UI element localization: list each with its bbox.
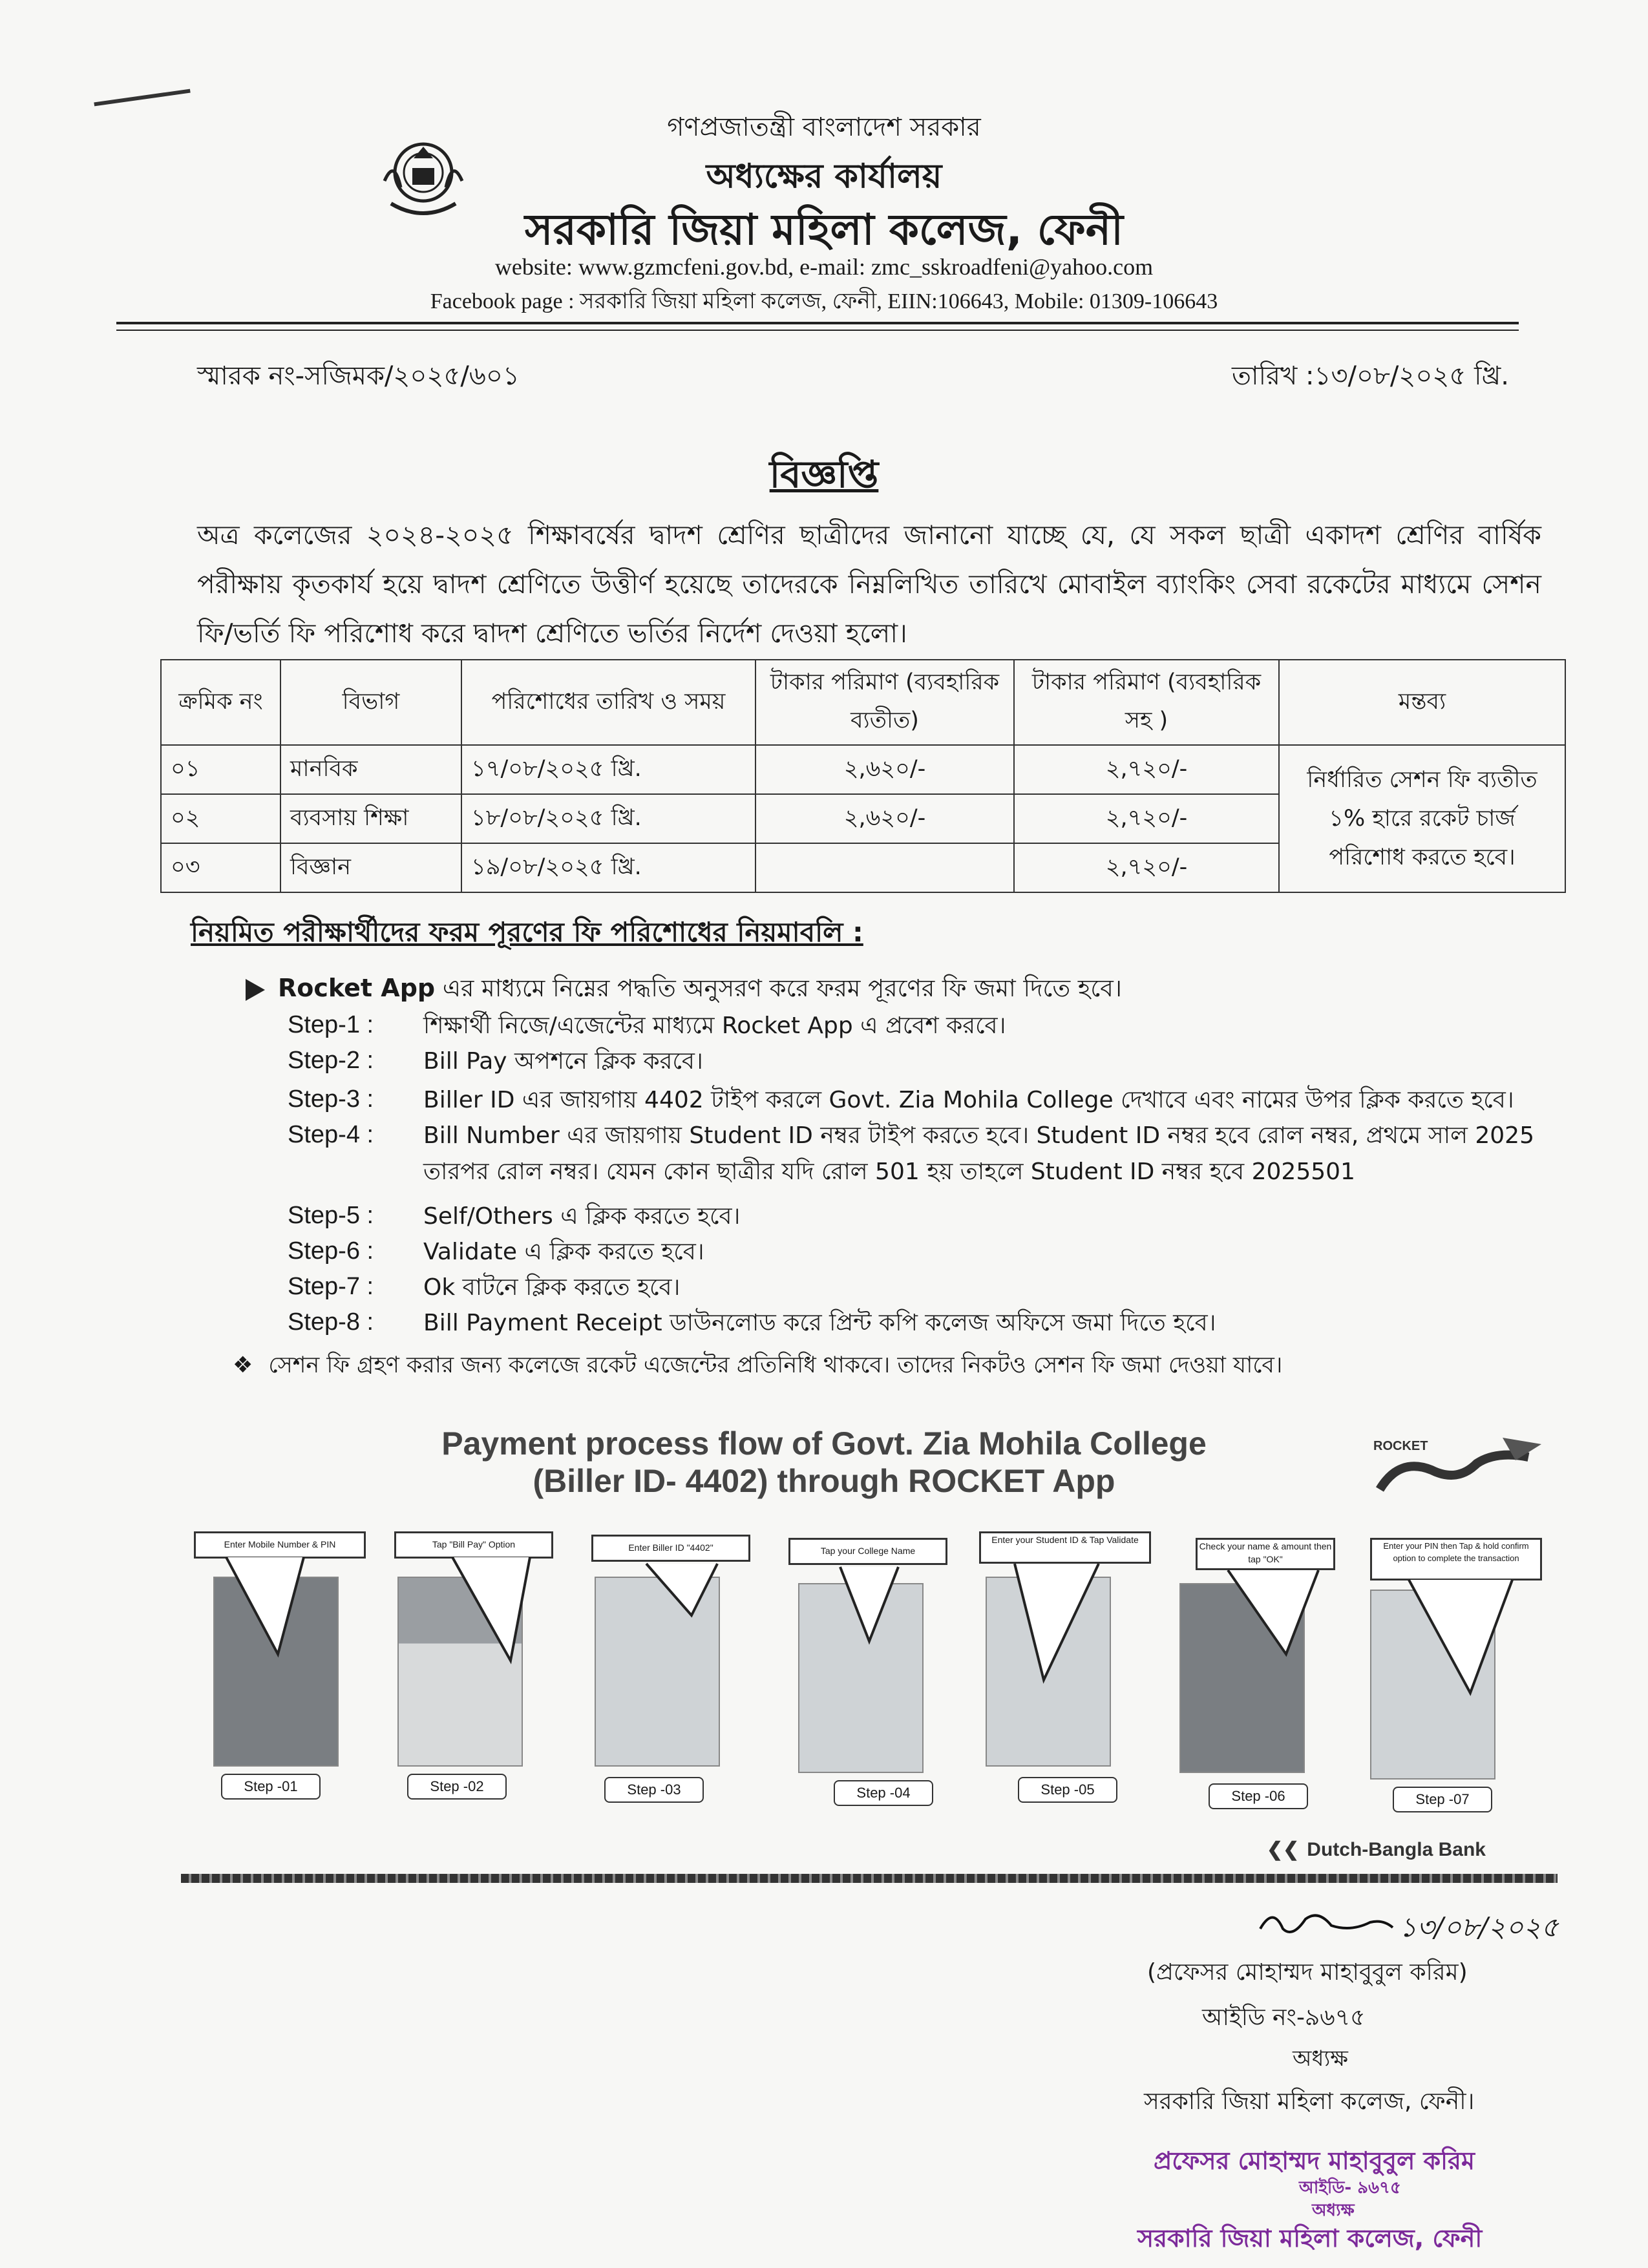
flow-title-line2: (Biller ID- 4402) through ROCKET App [533,1463,1115,1499]
signatory-college: সরকারি জিয়া মহিলা কলেজ, ফেনী। [1144,2088,1475,2115]
bank-name [1267,1838,1486,1861]
memo-number: স্মারক নং-সজিমক/২০২৫/৬০১ [197,361,520,391]
step-text: Bill Number এর জায়গায় Student ID নম্বর টাইপ করতে হবে। Student ID নম্বর হবে রোল নম্বর, প্রথমে সাল 2025 তারপর রোল নম্বর। যেমন কোন ছাত্রীর যদি রোল 501 হয় তাহলে Student ID নম্বর হবে 2025501 [423,1122,1534,1185]
website-line: website: www.gzmcfeni.gov.bd, e-mail: zmc_sskroadfeni@yahoo.com [494,254,1154,280]
flow-step-tag: Step -03 [604,1777,704,1803]
bank-divider [181,1874,1558,1883]
cell-serial: ০১ [161,745,280,794]
bank-swoosh-icon: ❮❮ [1267,1839,1300,1860]
cell-remark: নির্ধারিত সেশন ফি ব্যতীত ১% হারে রকেট চার্জ পরিশোধ করতে হবে। [1279,745,1565,892]
pointer-arrow-icon [1015,1564,1099,1680]
cell-amount-without: ২,৬২০/- [755,745,1014,794]
signatory-post: অধ্যক্ষ [1293,2046,1348,2072]
col-date: পরিশোধের তারিখ ও সময় [461,660,755,745]
cell-date: ১৯/০৮/২০২৫ খ্রি. [461,843,755,892]
step-label: Step-6 : [288,1237,374,1265]
seal-college: সরকারি জিয়া মহিলা কলেজ, ফেনী [1137,2224,1483,2252]
flow-caption: Enter Mobile Number & PIN [194,1531,366,1559]
pointer-arrow-icon [226,1557,304,1654]
signatory-id: আইডি নং-৯৬৭৫ [1202,2004,1366,2031]
pointer-arrow-icon [1409,1580,1512,1693]
flow-step-tag: Step -02 [407,1774,507,1800]
government-title: গণপ্রজাতন্ত্রী বাংলাদেশ সরকার [667,112,981,142]
notice-body: অত্র কলেজের ২০২৪-২০২৫ শিক্ষাবর্ষের দ্বাদশ শ্রেণির ছাত্রীদের জানানো যাচ্ছে যে, যে সকল ছাত্রী একাদশ শ্রেণির বার্ষিক পরীক্ষায় কৃতকার্য হয়ে দ্বাদশ শ্রেণিতে উত্তীর্ণ হয়েছে তাদেরকে নিম্নলিখিত তারিখে মোবাইল ব্যাংকিং সেবা রকেটের মাধ্যমে সেশন ফি/ভর্তি ফি পরিশোধ করে দ্বাদশ শ্রেণিতে ভর্তির নির্দেশ দেওয়া হলো। [197,520,1541,649]
notice-title-text: বিজ্ঞপ্তি [769,452,879,496]
cell-amount-without: ২,৬২০/- [755,794,1014,843]
step-text: শিক্ষার্থী নিজে/এজেন্টের মাধ্যমে Rocket App এ প্রবেশ করবে। [423,1013,1006,1039]
step-label: Step-8 : [288,1308,374,1336]
col-amount-with: টাকার পরিমাণ (ব্যবহারিক সহ ) [1014,660,1279,745]
step-text: Validate এ ক্লিক করতে হবে। [423,1239,704,1265]
step-label: Step-7 : [288,1273,374,1300]
step-label: Step-3 : [288,1086,374,1113]
col-serial: ক্রমিক নং [161,660,280,745]
pointer-arrow-icon [840,1567,898,1641]
pointer-arrow-icon [646,1564,717,1615]
cell-amount-with: ২,৭২০/- [1014,794,1279,843]
cell-amount-with: ২,৭২০/- [1014,745,1279,794]
flow-caption: Enter Biller ID "4402" [591,1535,750,1562]
flow-caption: Tap your College Name [788,1538,947,1565]
seal-post: অধ্যক্ষ [1312,2201,1355,2220]
flow-caption: Tap "Bill Pay" Option [394,1531,553,1559]
cell-department: ব্যবসায় শিক্ষা [280,794,461,843]
step-label: Step-2 : [288,1047,374,1074]
flow-caption: Enter your PIN then Tap & hold confirm option to complete the transaction [1370,1538,1542,1580]
flow-caption: Check your name & amount then tap "OK" [1196,1538,1335,1570]
facebook-line: Facebook page : সরকারি জিয়া মহিলা কলেজ, ফেনী, EIIN:106643, Mobile: 01309-106643 [430,289,1218,313]
cell-department: বিজ্ঞান [280,843,461,892]
cell-date: ১৭/০৮/২০২৫ খ্রি. [461,745,755,794]
step-text: Bill Payment Receipt ডাউনলোড করে প্রিন্ট কপি কলেজ অফিসে জমা দিতে হবে। [423,1310,1216,1336]
flow-step-tag: Step -01 [221,1774,321,1800]
rules-title: নিয়মিত পরীক্ষার্থীদের ফরম পূরণের ফি পরিশোধের নিয়মাবলি : [191,916,863,948]
cell-serial: ০৩ [161,843,280,892]
step-text: Ok বাটনে ক্লিক করতে হবে। [423,1274,681,1301]
cell-amount-with: ২,৭২০/- [1014,843,1279,892]
cell-date: ১৮/০৮/২০২৫ খ্রি. [461,794,755,843]
flow-step-tag: Step -04 [834,1780,933,1806]
memo-date: তারিখ :১৩/০৮/২০২৫ খ্রি. [1231,361,1509,391]
flow-title-line1: Payment process flow of Govt. Zia Mohila College [441,1425,1207,1462]
flow-step-tag: Step -06 [1209,1783,1308,1809]
college-title: সরকারি জিয়া মহিলা কলেজ, ফেনী [524,205,1124,255]
flow-caption: Enter your Student ID & Tap Validate [979,1531,1151,1564]
step-label: Step-4 : [288,1121,374,1148]
agent-note-text: সেশন ফি গ্রহণ করার জন্য কলেজে রকেট এজেন্টের প্রতিনিধি থাকবে। তাদের নিকটও সেশন ফি জমা দেওয়া যাবে। [268,1352,1283,1378]
col-amount-without: টাকার পরিমাণ (ব্যবহারিক ব্যতীত) [755,660,1014,745]
signature-date: ১৩/০৮/২০২৫ [1399,1911,1559,1943]
cell-serial: ০২ [161,794,280,843]
step-label: Step-5 : [288,1202,374,1229]
seal-id: আইডি- ৯৬৭৫ [1299,2178,1401,2198]
flow-step-tag: Step -07 [1393,1787,1492,1812]
col-remark: মন্তব্য [1279,660,1565,745]
pointer-arrow-icon [452,1557,530,1661]
step-text: Bill Pay অপশনে ক্লিক করবে। [423,1048,703,1075]
step-label: Step-1 : [288,1011,374,1038]
seal-name: প্রফেসর মোহাম্মদ মাহাবুবুল করিম [1154,2147,1475,2175]
signatory-name: (প্রফেসর মোহাম্মদ মাহাবুবুল করিম) [1147,1959,1468,1986]
rocket-app-label: Rocket App [278,974,436,1002]
step-text: Biller ID এর জায়গায় 4402 টাইপ করলে Govt. Zia Mohila College দেখাবে এবং নামের উপর ক্লিক করতে হবে। [423,1087,1514,1113]
rocket-intro-text: এর মাধ্যমে নিম্নের পদ্ধতি অনুসরণ করে ফরম পূরণের ফি জমা দিতে হবে। [442,974,1123,1002]
flow-step-tag: Step -05 [1018,1777,1117,1803]
star-bullet-icon: ❖ [233,1352,253,1378]
handwritten-signature [1254,1903,1396,1942]
step-text: Self/Others এ ক্লিক করতে হবে। [423,1203,741,1230]
rocket-logo-text: ROCKET [1373,1439,1428,1453]
pointer-arrow-icon [1228,1570,1318,1654]
col-department: বিভাগ [280,660,461,745]
office-title: অধ্যক্ষের কার্যালয় [706,157,942,196]
bank-name-text: Dutch-Bangla Bank [1307,1839,1486,1860]
cell-department: মানবিক [280,745,461,794]
